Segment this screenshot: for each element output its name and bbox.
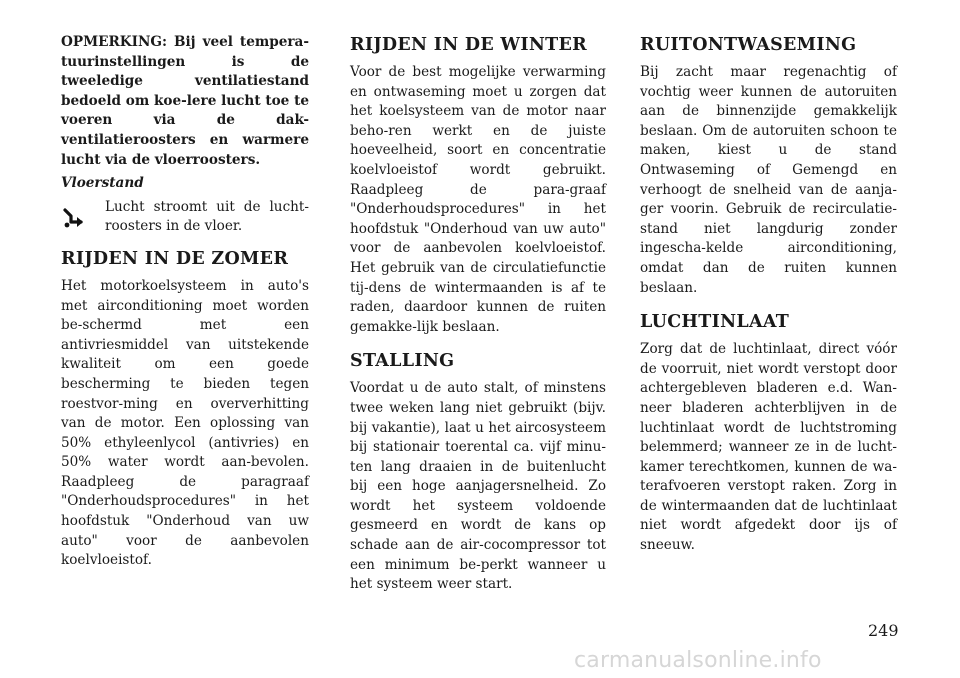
floor-mode-label: Vloerstand [61,175,144,192]
winter-paragraph: Voor de best mogelijke verwarming en ontwaseming moet u zorgen dat het koelsysteem van de motor naar beho-ren werkt en de juiste hoeveelheid, soort en concentratie koelvloeistof wordt gebruikt. Raadpleeg de para-graaf "Onderhoudsprocedures" in het hoofdstuk "Onderhoud van uw auto" voor de aanbevolen koelvloeistof. Het gebruik van de circulatiefunctie tij-dens de wintermaanden is af te raden, daardoor kunnen de ruiten gemakke-lijk beslaan. [350,64,606,335]
column-right [640,33,897,562]
watermark: carmanualsonline.info [574,648,822,673]
note-paragraph: OPMERKING: Bij veel tempera-tuurinstellingen is de tweeledige ventilatiestand bedoeld om koe-lere lucht toe te voeren via de dak-ventilatieroosters en warmere lucht via de vloerroosters. [61,34,309,168]
intake-paragraph: Zorg dat de luchtinlaat, direct vóór de voorruit, niet wordt verstopt door achtergebleven bladeren e.d. Wan-neer bladeren achterblijven in de luchtinlaat wordt de luchtstroming belemmerd; wanneer ze in de lucht-kamer terechtkomen, kunnen de wa-terafvoeren verstopt raken. Zorg in de wintermaanden dat de luchtinlaat niet wordt afgedekt door ijs of sneeuw. [640,341,897,554]
defog-paragraph: Bij zacht maar regenachtig of vochtig weer kunnen de autoruiten aan de binnenzijde gemakkelijk beslaan. Om de autoruiten schoon te maken, kiest u de stand Ontwaseming of Gemengd en verhoogt de snelheid van de aanja-ger voorin. Gebruik de recirculatie-stand niet langdurig zonder ingescha-kelde airconditioning, omdat dan de ruiten kunnen beslaan. [640,64,897,296]
storage-paragraph: Voordat u de auto stalt, of minstens twee weken lang niet gebruikt (bijv. bij vakantie), laat u het aircosysteem bij stationair toerental ca. vijf minu-ten lang draaien in de buitenlucht bij een hoge aanjagersnelheid. Zo wordt het systeem voldoende gesmeerd en wordt de kans op schade aan de air-cocompressor tot een minimum be-perkt wanneer u het systeem weer start. [350,380,606,593]
summer-paragraph: Het motorkoelsysteem in auto's met airconditioning moet worden be-schermd met een antivriesmiddel van uitstekende kwaliteit om een goede bescherming te bieden tegen roestvor-ming en oververhitting van de motor. Een oplossing van 50% ethyleenlycol (antivries) en 50% water wordt aan-bevolen. Raadpleeg de paragraaf "Onderhoudsprocedures" in het hoofdstuk "Onderhoud van uw auto" voor de aanbevolen koelvloeistof. [61,277,309,569]
floor-mode-row [61,198,309,237]
column-left [61,33,309,577]
summer-heading: RIJDEN IN DE ZOMER [61,248,289,269]
page-number: 249 [868,621,899,640]
storage-heading: STALLING [350,351,455,372]
defog-heading: RUITONTWASEMING [640,35,857,55]
floor-vent-icon [61,206,91,232]
winter-heading: RIJDEN IN DE WINTER [350,35,587,55]
column-middle [350,33,606,601]
floor-mode-description: Lucht stroomt uit de lucht-roosters in de vloer. [105,198,309,235]
intake-heading: LUCHTINLAAT [640,312,790,333]
